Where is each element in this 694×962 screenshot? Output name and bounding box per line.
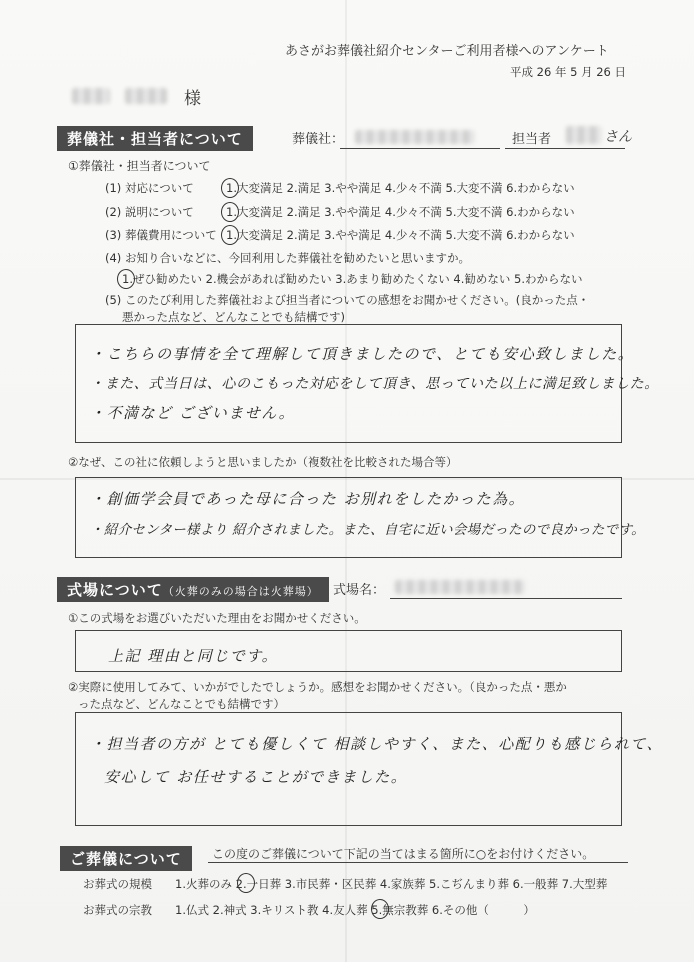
question-5-line1: (5) このたび利用した葬儀社および担当者についての感想をお聞かせください。(良かった点・	[105, 293, 590, 307]
section-heading-funeral: ご葬儀について	[60, 846, 192, 871]
handwritten-line: ・創価学会員であった母に合った お別れをしたかった為。	[90, 490, 526, 508]
venue-heading-note: （火葬のみの場合は火葬場）	[162, 585, 319, 598]
selected-circle	[117, 269, 135, 289]
redacted-name	[72, 88, 110, 104]
question-1: ①葬儀社・担当者について	[68, 159, 211, 173]
selected-circle	[221, 178, 239, 198]
redacted-name	[125, 88, 167, 104]
handwritten-line: ・また、式当日は、心のこもった対応をして頂き、思っていた以上に満足致しました。	[90, 376, 659, 392]
question-4: (4) お知り合いなどに、今回利用した葬儀社を勧めたいと思いますか。	[105, 251, 470, 265]
handwritten-line: ・こちらの事情を全て理解して頂きましたので、とても安心致しました。	[90, 345, 635, 363]
selected-circle	[237, 873, 255, 893]
handwritten-line: ・紹介センター様より 紹介されました。また、自宅に近い会場だったので良かったです。	[90, 522, 645, 538]
survey-date: 平成 26 年 5 月 26 日	[510, 65, 627, 79]
company-label: 葬儀社：	[292, 132, 345, 147]
venue-label: 式場名：	[333, 583, 386, 598]
venue-question-2-line2: った点など、どんなことでも結構です）	[78, 697, 285, 711]
question-2: ②なぜ、この社に依頼しようと思いましたか（複数社を比較された場合等）	[68, 455, 458, 469]
religion-options: 1.仏式 2.神式 3.キリスト教 4.友人葬 5.無宗教葬 6.その他（ ）	[175, 903, 535, 917]
section-heading-funeral-company: 葬儀社・担当者について	[57, 126, 253, 151]
venue-question-1: ①この式場をお選びいただいた理由をお聞かせください。	[68, 611, 366, 625]
row-1-options: 1.大変満足 2.満足 3.やや満足 4.少々不満 5.大変不満 6.わからない	[226, 181, 575, 195]
religion-label: お葬式の宗教	[83, 903, 152, 917]
redacted-staff	[566, 126, 602, 144]
handwritten-line: 上記 理由と同じです。	[108, 647, 279, 665]
question-5-line2: 悪かった点など、どんなことでも結構です)	[122, 310, 345, 324]
handwritten-line: ・不満など ございません。	[90, 404, 296, 422]
survey-title: あさがお葬儀社紹介センターご利用者様へのアンケート	[285, 44, 609, 59]
staff-suffix: さん	[604, 129, 632, 145]
staff-underline	[505, 148, 625, 149]
selected-circle	[371, 899, 389, 919]
row-3-label: (3) 葬儀費用について	[105, 228, 217, 242]
redacted-company	[355, 130, 475, 144]
instruction-underline	[208, 862, 628, 863]
company-underline	[340, 148, 500, 149]
row-1-label: (1) 対応について	[105, 181, 194, 195]
scale-options: 1.火葬のみ 2.一日葬 3.市民葬・区民葬 4.家族葬 5.こぢんまり葬 6.一般葬 7.大型葬	[175, 877, 608, 891]
selected-circle	[221, 225, 239, 245]
funeral-instruction: この度のご葬儀について下記の当てはまる箇所に○をお付けください。	[212, 847, 595, 861]
row-2-options: 1.大変満足 2.満足 3.やや満足 4.少々不満 5.大変不満 6.わからない	[226, 205, 575, 219]
row-2-label: (2) 説明について	[105, 205, 194, 219]
handwritten-line: 安心して お任せすることができました。	[104, 768, 408, 786]
handwritten-line: ・担当者の方が とても優しくて 相談しやすく、また、心配りも感じられて、	[90, 735, 663, 753]
question-4-options: 1.ぜひ勧めたい 2.機会があれば勧めたい 3.あまり勧めたくない 4.勧めない 5.わからない	[122, 272, 583, 286]
redacted-venue	[395, 580, 525, 594]
selected-circle	[221, 202, 239, 222]
staff-label: 担当者	[512, 132, 552, 147]
venue-underline	[390, 598, 622, 599]
scale-label: お葬式の規模	[83, 877, 152, 891]
section-heading-venue	[57, 577, 329, 602]
venue-question-2-line1: ②実際に使用してみて、いかがでしたでしょうか。感想をお聞かせください。（良かった点・悪か	[68, 680, 567, 694]
venue-heading-text: 式場について	[67, 581, 163, 599]
honorific: 様	[184, 89, 201, 109]
row-3-options: 1.大変満足 2.満足 3.やや満足 4.少々不満 5.大変不満 6.わからない	[226, 228, 575, 242]
